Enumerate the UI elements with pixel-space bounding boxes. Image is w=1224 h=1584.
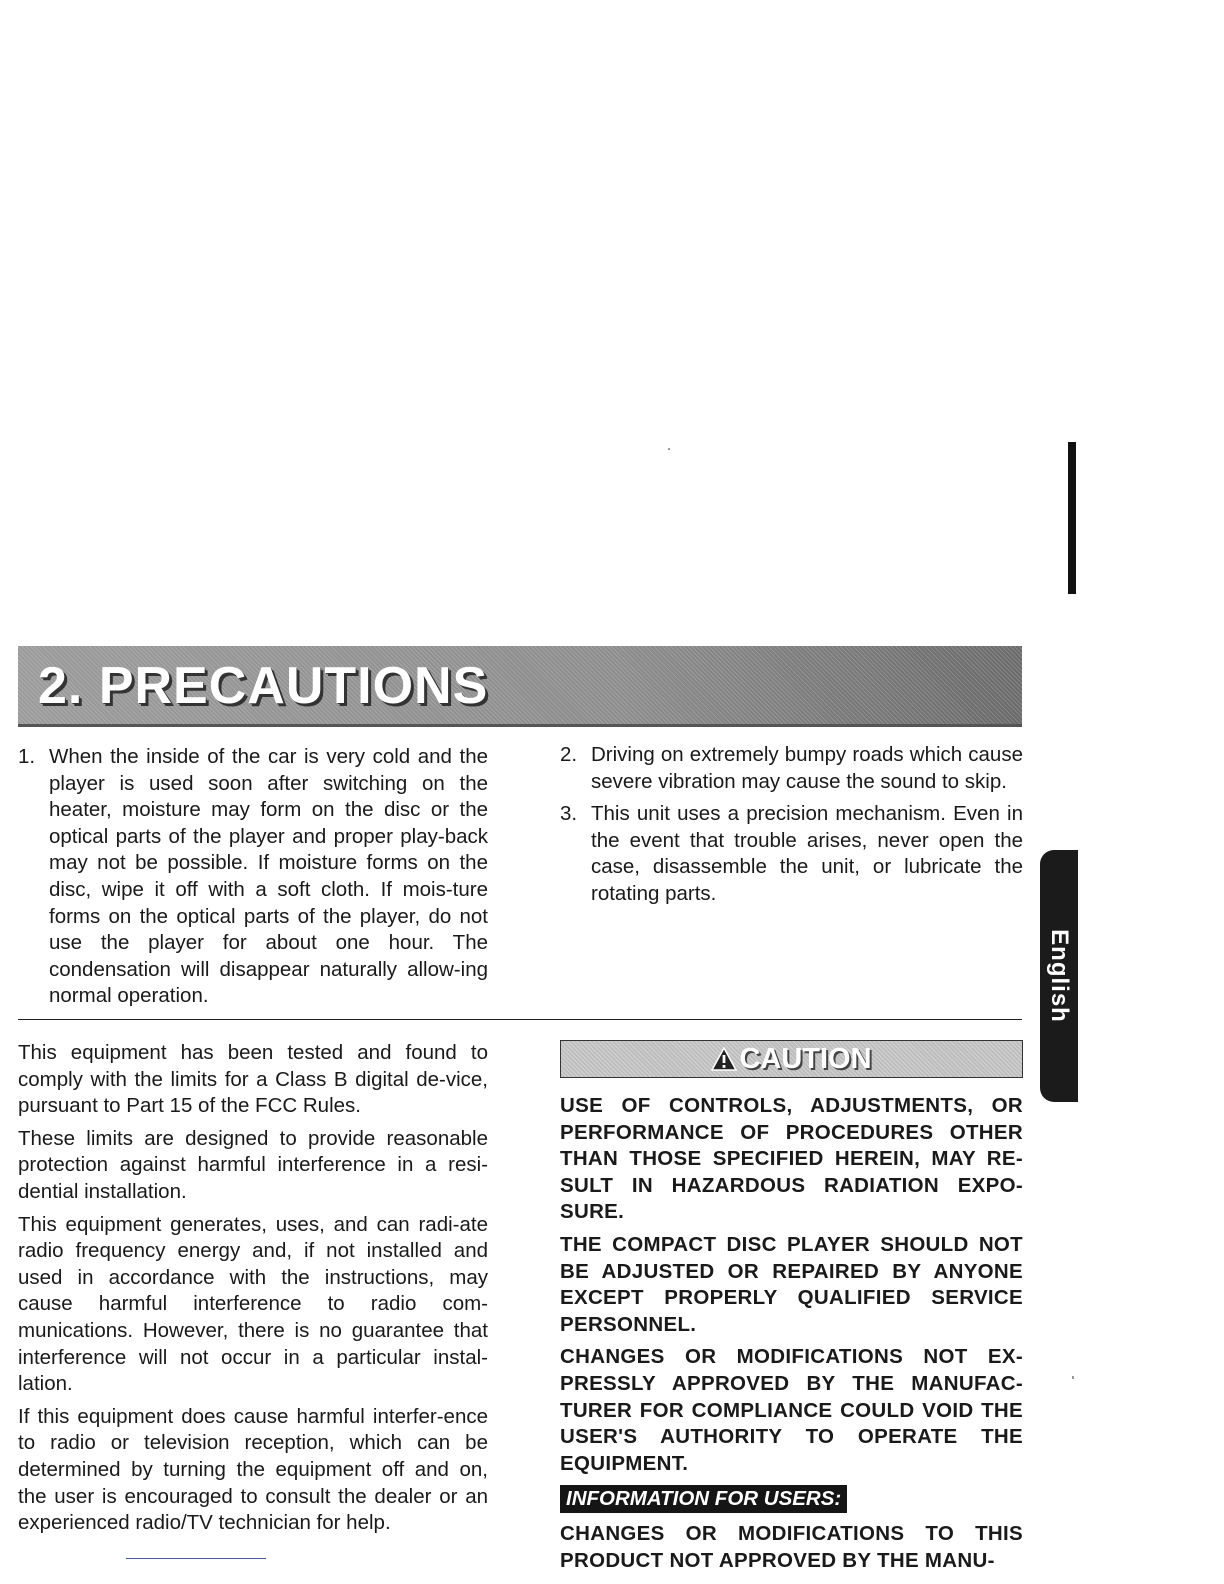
section-header-banner [18, 646, 1022, 727]
footer-underline [126, 1558, 266, 1559]
caution-paragraph: THE COMPACT DISC PLAYER SHOULD NOT BE ADJUSTED OR REPAIRED BY ANYONE EXCEPT PROPERLY QUALIFIED SERVICE PERSONNEL. [560, 1232, 1023, 1336]
precautions-column-right [560, 742, 1023, 914]
caution-paragraph: USE OF CONTROLS, ADJUSTMENTS, OR PERFORMANCE OF PROCEDURES OTHER THAN THOSE SPECIFIED HEREIN, MAY RE-SULT IN HAZARDOUS RADIATION EXPO-SURE. [560, 1094, 1023, 1224]
section-title: 2. PRECAUTIONS [38, 657, 489, 715]
precaution-item [560, 801, 1023, 907]
precaution-text: When the inside of the car is very cold and the player is used soon after switching on the heater, moisture may form on the disc or the optical parts of the player and proper play-back may not be possible. If moisture forms on the disc, wipe it off with a soft cloth. If mois-ture forms on the optical parts of the player, do not use the player for about one hour. The condensation will disappear naturally allow-ing normal operation. [49, 745, 488, 1008]
language-side-tab [1040, 850, 1078, 1102]
precaution-text: This unit uses a precision mechanism. Even in the event that trouble arises, never open the case, disassemble the unit, or lubricate the rotating parts. [591, 802, 1023, 905]
scan-speck [1072, 1376, 1074, 1379]
info-for-users-label: INFORMATION FOR USERS: [560, 1485, 847, 1513]
precaution-item [18, 744, 488, 1010]
precaution-number: 1. [18, 745, 36, 768]
margin-marker-bar [1068, 442, 1076, 594]
precaution-item [560, 742, 1023, 795]
fcc-paragraph: If this equipment does cause harmful interfer-ence to radio or television reception, which can be determined by turning the equipment off and on, the user is encouraged to consult the dealer or an experienced radio/TV technician for help. [18, 1404, 488, 1535]
fcc-paragraph: These limits are designed to provide reasonable protection against harmful interference in a resi-dential installation. [18, 1126, 488, 1203]
caution-paragraph: CHANGES OR MODIFICATIONS NOT EX-PRESSLY APPROVED BY THE MANUFAC-TURER FOR COMPLIANCE COULD VOID THE USER'S AUTHORITY TO OPERATE THE EQUIPMENT. [560, 1345, 1023, 1475]
section-divider [18, 1019, 1022, 1020]
caution-text-block [560, 1093, 1023, 1581]
warning-triangle-icon [711, 1047, 737, 1071]
language-tab-label: English [1046, 929, 1073, 1023]
precaution-number: 3. [560, 802, 578, 826]
caution-banner [560, 1040, 1023, 1078]
info-for-users-text: CHANGES OR MODIFICATIONS TO THIS PRODUCT NOT APPROVED BY THE MANU- [560, 1522, 1023, 1572]
fcc-paragraph: This equipment has been tested and found to comply with the limits for a Class B digital de-vice, pursuant to Part 15 of the FCC Rules. [18, 1041, 488, 1118]
fcc-notice [18, 1040, 488, 1543]
precaution-text: Driving on extremely bumpy roads which cause severe vibration may cause the sound to skip. [591, 743, 1023, 793]
precaution-number: 2. [560, 743, 578, 766]
precautions-column-left [18, 744, 488, 1016]
caution-label: CAUTION [739, 1042, 872, 1075]
scan-speck [668, 448, 670, 450]
fcc-paragraph: This equipment generates, uses, and can radi-ate radio frequency energy and, if not installed and used in accordance with the instructions, may cause harmful interference to radio com-munications. However, there is no guarantee that interference will not occur in a particular instal-lation. [18, 1212, 488, 1396]
